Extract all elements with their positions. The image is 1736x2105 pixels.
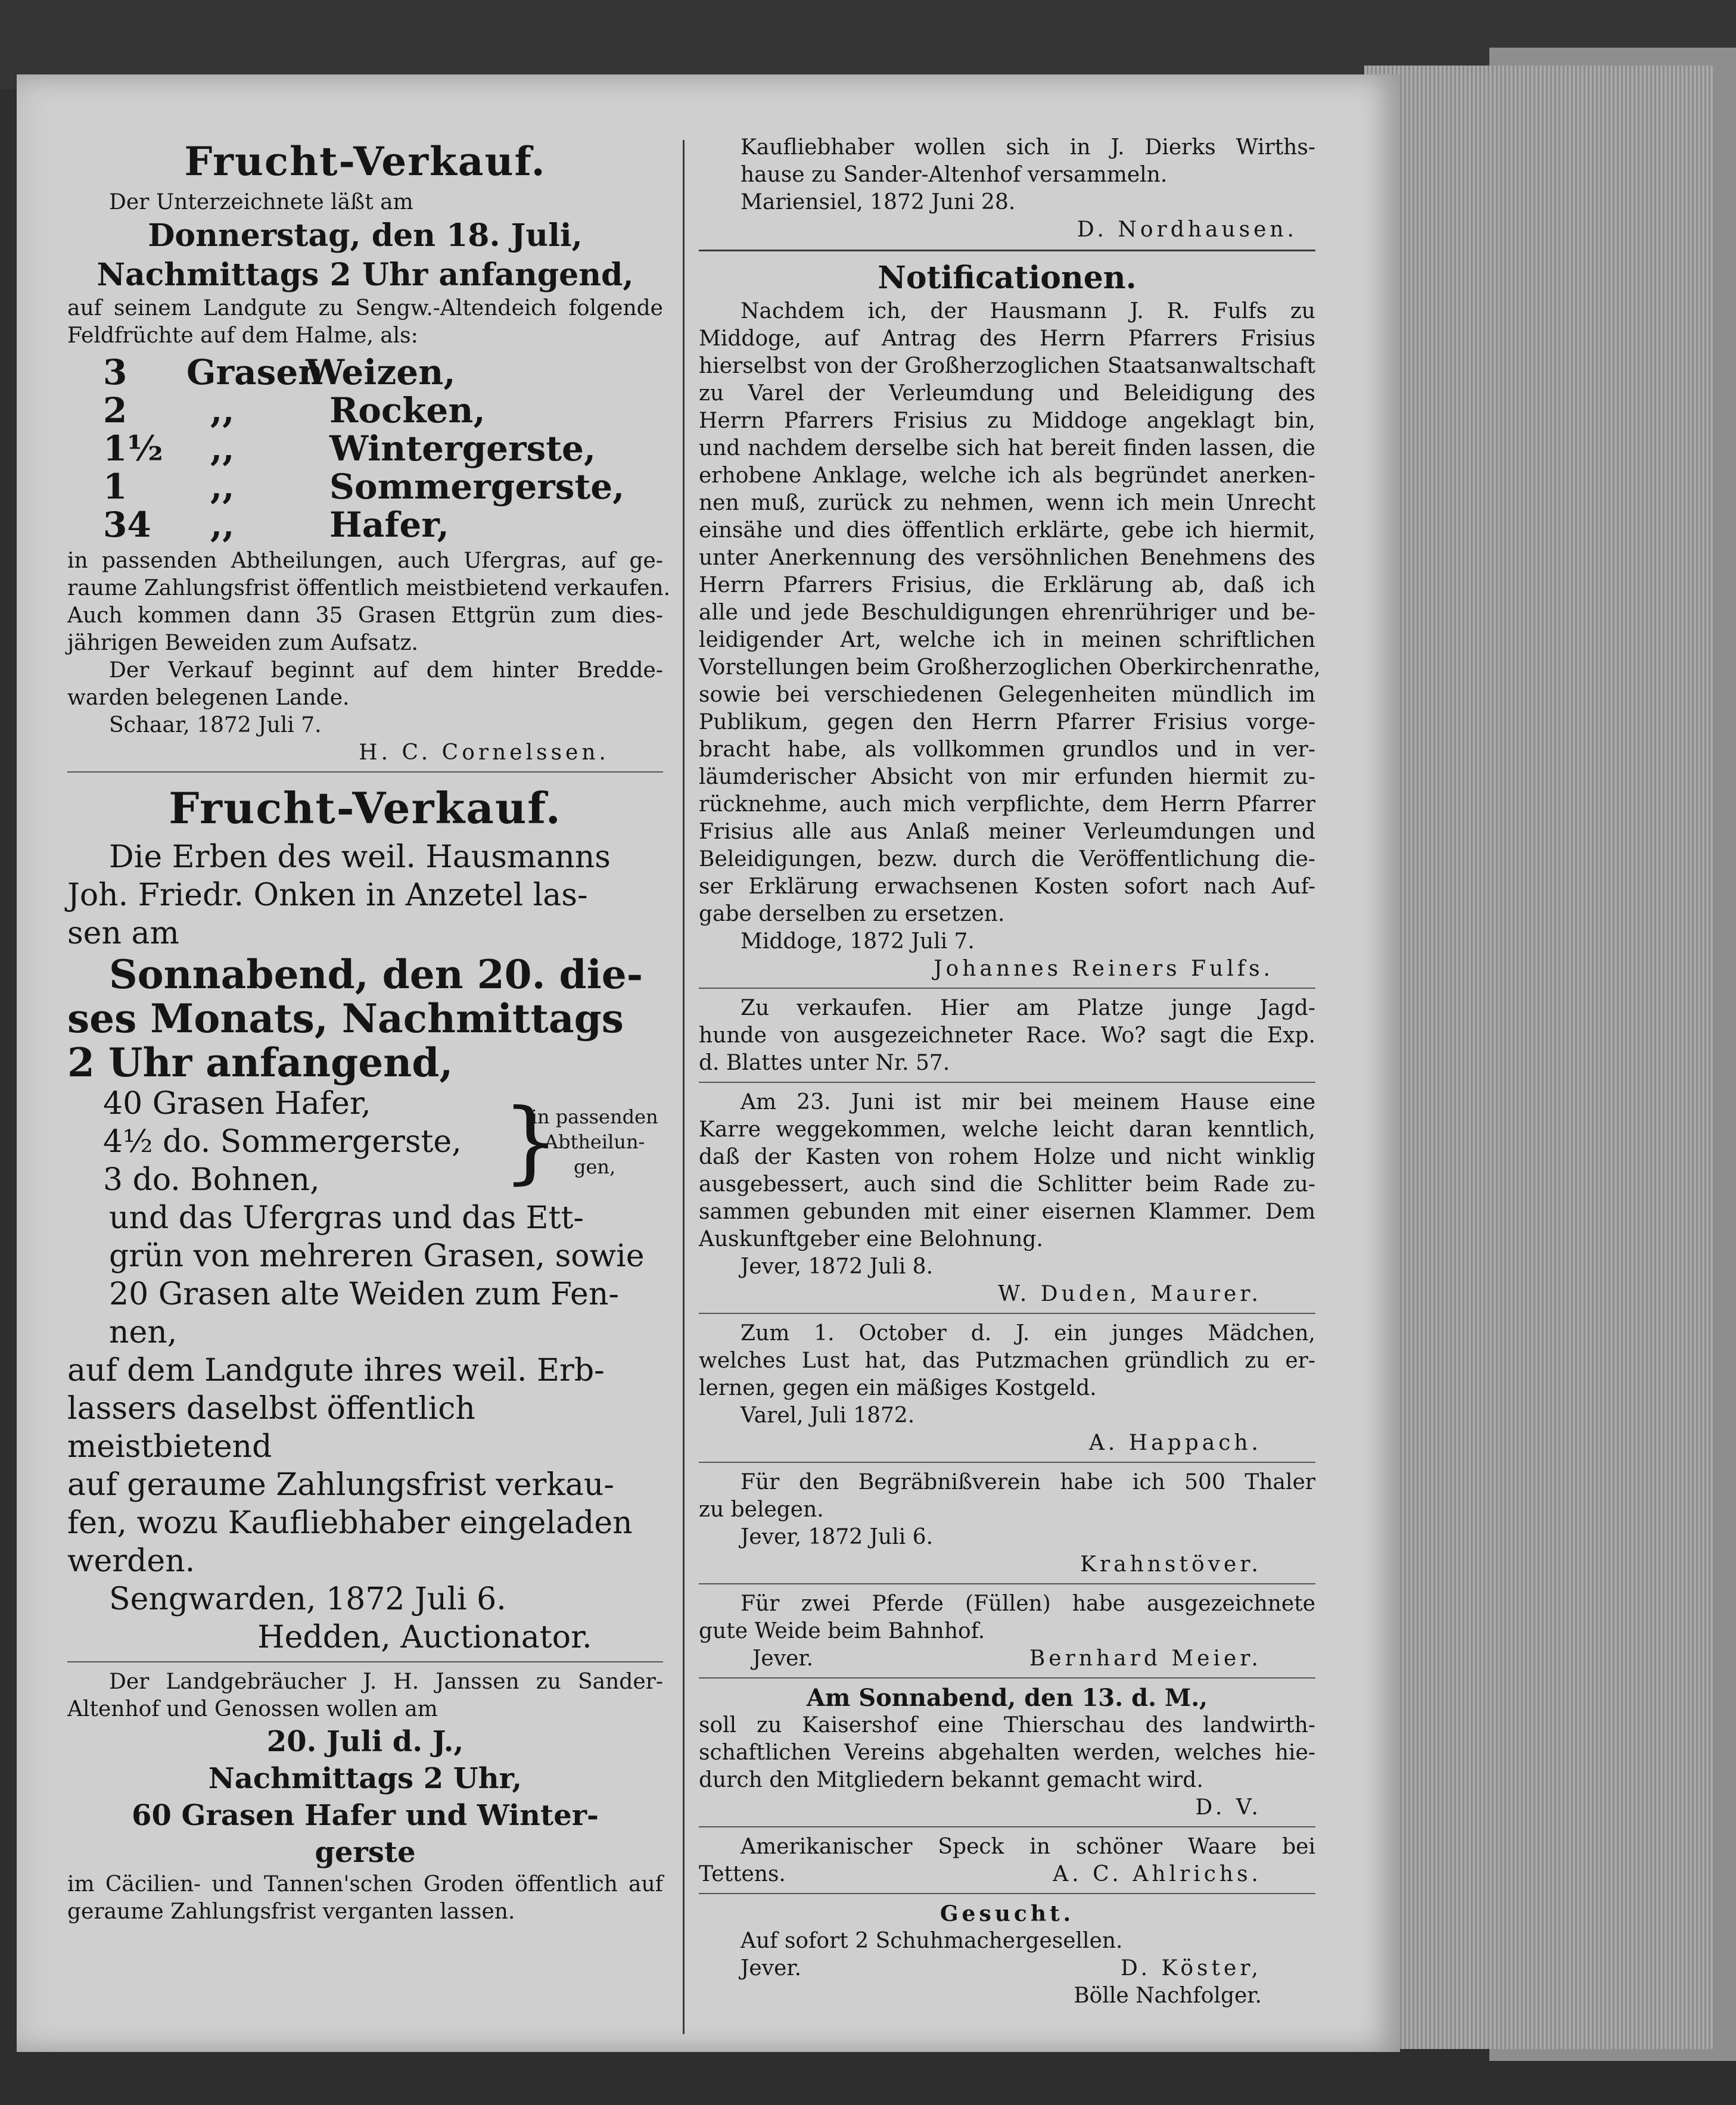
crop-unit: ,, xyxy=(210,428,235,469)
ad-text-line: Der Unterzeichnete läßt am xyxy=(109,190,413,214)
ad-text-line: Karre weggekommen, welche leicht daran kenntlich, xyxy=(699,1117,1315,1142)
left-column xyxy=(67,134,671,1926)
ad-text-line: in passenden Abtheilungen, auch Ufergras, auf ge- xyxy=(67,549,663,573)
ad-title: Frucht-Verkauf. xyxy=(169,783,562,833)
ad-text-line: Vorstellungen beim Großherzoglichen Oberkirchenrathe, xyxy=(699,655,1321,680)
ad-text-line: Am 23. Juni ist mir bei meinem Hause eine xyxy=(741,1090,1315,1114)
ad-text-line: Feldfrüchte auf dem Halme, als: xyxy=(67,323,418,348)
crop-row xyxy=(103,506,663,544)
ad-place-date: Varel, Juli 1872. xyxy=(741,1403,915,1428)
ad-signature: Hedden, Auctionator. xyxy=(257,1620,592,1655)
ad-text-line: geraume Zahlungsfrist verganten lassen. xyxy=(67,1900,515,1924)
ad-date: Sonnabend, den 20. die- xyxy=(109,951,643,998)
ad-text-line: läumderischer Absicht von mir erfunden hiermit zu- xyxy=(699,765,1315,789)
notification-section xyxy=(699,259,1321,983)
ad-title: Frucht-Verkauf. xyxy=(184,138,546,185)
ad-signature-line: Bölle Nachfolger. xyxy=(1074,1983,1262,2008)
crop-list xyxy=(67,353,663,544)
column-divider xyxy=(683,140,685,2034)
ad-separator xyxy=(67,1661,663,1662)
brace-glyph: } xyxy=(502,1090,559,1194)
ad-burial-fund xyxy=(699,1469,1315,1578)
ad-place-date: Jever. xyxy=(752,1646,814,1671)
ad-bacon xyxy=(699,1833,1315,1888)
ad-sign-row xyxy=(699,1645,1315,1673)
right-column xyxy=(699,134,1321,2010)
ad-text-line: zu Varel der Verleumdung und Beleidigung des xyxy=(699,381,1315,406)
ad-text-line: erhobene Anklage, welche ich als begründet anerken- xyxy=(699,463,1315,488)
ad-date: 2 Uhr anfangend, xyxy=(67,1039,453,1086)
ad-signature: W. Duden, Maurer. xyxy=(998,1282,1262,1306)
ad-text-line: im Cäcilien- und Tannen'schen Groden öffentlich auf xyxy=(67,1872,663,1897)
ad-place-date: Jever, 1872 Juli 6. xyxy=(741,1525,934,1549)
ad-hunting-dogs xyxy=(699,995,1315,1077)
ad-text-line: gute Weide beim Bahnhof. xyxy=(699,1619,985,1643)
ad-headline: Am Sonnabend, den 13. d. M., xyxy=(806,1684,1208,1712)
crop-unit: ,, xyxy=(210,390,235,431)
ad-text-line: Zum 1. October d. J. ein junges Mädchen, xyxy=(741,1321,1315,1346)
ad-place-date: Mariensiel, 1872 Juni 28. xyxy=(741,190,1016,214)
section-rule xyxy=(699,250,1315,251)
ad-headline: Gesucht. xyxy=(939,1901,1075,1926)
ad-text-line: und das Ufergras und das Ett- xyxy=(109,1200,584,1236)
ad-text-line: auf seinem Landgute zu Sengw.-Altendeich folgende xyxy=(67,296,663,320)
ad-text-line: sen am xyxy=(67,916,179,951)
ad-text-line: leidigender Art, welche ich in meinen schriftlichen xyxy=(699,628,1315,652)
ad-separator xyxy=(699,1313,1315,1314)
crop-name: Rocken, xyxy=(329,390,486,431)
ad-text-line: Auf sofort 2 Schuhmachergesellen. xyxy=(741,1929,1123,1953)
ad-text-line: welches Lust hat, das Putzmachen gründlich zu er- xyxy=(699,1349,1315,1373)
ad-text-line: warden belegenen Lande. xyxy=(67,686,350,710)
ad-apprentice xyxy=(699,1320,1315,1457)
ad-sign-row xyxy=(699,1861,1315,1888)
ad-text-line: hause zu Sander-Altenhof versammeln. xyxy=(741,163,1168,187)
crop-name: Hafer, xyxy=(329,505,449,545)
ad-text-line: durch den Mitgliedern bekannt gemacht wird. xyxy=(699,1768,1203,1792)
ad-text-line: sowie bei verschiedenen Gelegenheiten mündlich im xyxy=(699,683,1315,707)
ad-text-line: 20 Grasen alte Weiden zum Fen- xyxy=(109,1276,619,1312)
ad-signature: D. Nordhausen. xyxy=(1077,217,1298,242)
ad-text-line: hunde von ausgezeichneter Race. Wo? sagt die Exp. xyxy=(699,1023,1315,1048)
crop-name: Wintergerste, xyxy=(329,428,596,469)
newspaper-page xyxy=(17,74,1400,2052)
ad-text-line: Altenhof und Genossen wollen am xyxy=(67,1697,438,1721)
ad-text-line: Auskunftgeber eine Belohnung. xyxy=(699,1227,1043,1251)
ad-wanted xyxy=(699,1900,1315,2010)
ad-fruit-sale-1 xyxy=(67,134,671,767)
ad-text-line: Middoge, auf Antrag des Herrn Pfarrers Frisius xyxy=(699,326,1315,351)
list-item: 40 Grasen Hafer, xyxy=(103,1086,371,1122)
ad-fruit-sale-2 xyxy=(67,779,663,1656)
ad-animal-show xyxy=(699,1684,1315,1821)
ad-place-date: Middoge, 1872 Juli 7. xyxy=(741,929,975,954)
ad-text-line: grün von mehreren Grasen, sowie xyxy=(109,1238,645,1274)
crop-row xyxy=(103,391,663,429)
ad-text-line: Der Landgebräucher J. H. Janssen zu Sander- xyxy=(109,1670,663,1694)
crop-quantity: 1½ xyxy=(103,428,163,469)
ad-text-line: werden. xyxy=(67,1543,195,1579)
ad-text-line: jährigen Beweiden zum Aufsatz. xyxy=(67,631,418,655)
ad-text-line: Für zwei Pferde (Füllen) habe ausgezeichnete xyxy=(741,1592,1315,1616)
crop-unit: ,, xyxy=(210,505,235,545)
ad-text-line: ser Erklärung erwachsenen Kosten sofort nach Auf- xyxy=(699,874,1315,899)
ad-text-line: lernen, gegen ein mäßiges Kostgeld. xyxy=(699,1376,1097,1400)
ad-signature: D. V. xyxy=(1195,1795,1262,1820)
crop-quantity: 1 xyxy=(103,466,127,507)
ad-text-line: fen, wozu Kaufliebhaber eingeladen xyxy=(67,1505,633,1541)
ad-text-line: Auch kommen dann 35 Grasen Ettgrün zum dies- xyxy=(67,603,663,628)
crop-unit: Grasen xyxy=(186,352,323,393)
ad-signature: Johannes Reiners Fulfs. xyxy=(934,957,1274,981)
ad-date: ses Monats, Nachmittags xyxy=(67,995,624,1042)
ad-text-line: Nachdem ich, der Hausmann J. R. Fulfs zu xyxy=(741,299,1315,323)
ad-text-line: daß der Kasten von rohem Holze und nicht winklig xyxy=(699,1145,1315,1169)
ad-text-line: unter Anerkennung des versöhnlichen Benehmens des xyxy=(699,546,1315,570)
item-list xyxy=(103,1085,502,1199)
crop-name: Weizen, xyxy=(306,352,456,393)
ad-text-line: soll zu Kaisershof eine Thierschau des landwirth- xyxy=(699,1713,1315,1737)
ad-text-line: rücknehme, auch mich verpflichte, dem Herrn Pfarrer xyxy=(699,792,1315,817)
list-item: 3 do. Bohnen, xyxy=(103,1162,320,1198)
ad-place-date: Jever. xyxy=(741,1956,802,1981)
list-item: 4½ do. Sommergerste, xyxy=(103,1124,462,1160)
ad-text-line: Herrn Pfarrers Frisius, die Erklärung ab, daß ich xyxy=(699,573,1315,597)
crop-row xyxy=(103,429,663,468)
ad-signature: D. Köster, xyxy=(1120,1956,1262,1981)
ad-time: Nachmittags 2 Uhr, xyxy=(208,1762,522,1795)
ad-text-line: nen, xyxy=(109,1315,178,1350)
ad-separator xyxy=(699,1893,1315,1894)
ad-text-line: Amerikanischer Speck in schöner Waare bei xyxy=(741,1835,1315,1859)
ad-separator xyxy=(699,1677,1315,1679)
ad-text-line: hierselbst von der Großherzoglichen Staatsanwaltschaft xyxy=(699,354,1315,378)
ad-text-line: alle und jede Beschuldigungen ehrenrühriger und be- xyxy=(699,600,1315,625)
ad-place-date: Jever, 1872 Juli 8. xyxy=(741,1254,934,1279)
ad-signature: Bernhard Meier. xyxy=(1029,1646,1262,1671)
crop-quantity: 34 xyxy=(103,505,151,545)
ad-text-line: sammen gebunden mit einer eisernen Klammer. Dem xyxy=(699,1200,1315,1224)
ad-text-line: gabe derselben zu ersetzen. xyxy=(699,902,1005,926)
ad-date: 20. Juli d. J., xyxy=(266,1725,464,1758)
ad-text-line: bracht habe, als vollkommen grundlos und in ver- xyxy=(699,737,1315,762)
crop-name: Sommergerste, xyxy=(329,466,625,507)
ad-land-auction xyxy=(67,1668,663,1926)
ad-text-line: Kaufliebhaber wollen sich in J. Dierks Wirths- xyxy=(741,135,1315,160)
ad-text-line: Frisius alle aus Anlaß meiner Verleumdungen und xyxy=(699,820,1315,844)
ad-offer: 60 Grasen Hafer und Winter- xyxy=(132,1799,599,1832)
ad-text-line: schaftlichen Vereins abgehalten werden, welches hie- xyxy=(699,1740,1315,1765)
ad-place-date: Sengwarden, 1872 Juli 6. xyxy=(109,1581,506,1617)
ad-separator xyxy=(699,1082,1315,1083)
ad-time: Nachmittags 2 Uhr anfangend, xyxy=(97,257,634,293)
ad-text-line: und nachdem derselbe sich hat bereit finden lassen, die xyxy=(699,436,1315,460)
ad-text-line: Zu verkaufen. Hier am Platze junge Jagd- xyxy=(741,996,1315,1020)
ad-text-line: d. Blattes unter Nr. 57. xyxy=(699,1051,950,1075)
crop-quantity: 2 xyxy=(103,390,127,431)
ad-separator xyxy=(67,771,663,773)
item-brace-group xyxy=(67,1085,663,1199)
ad-text-line: Herrn Pfarrers Frisius zu Middoge angeklagt bin, xyxy=(699,409,1315,433)
ad-text-line: auf dem Landgute ihres weil. Erb- xyxy=(67,1353,605,1388)
ad-place-date: Schaar, 1872 Juli 7. xyxy=(109,713,322,737)
ad-text-line: Der Verkauf beginnt auf dem hinter Bredde- xyxy=(109,658,663,683)
crop-quantity: 3 xyxy=(103,352,127,393)
ad-text-line: ausgebessert, auch sind die Schlitter beim Rade zu- xyxy=(699,1172,1315,1197)
crop-row xyxy=(103,353,663,391)
crop-unit: ,, xyxy=(210,466,235,507)
ad-text-line: Die Erben des weil. Hausmanns xyxy=(109,839,611,875)
ad-horse-pasture xyxy=(699,1590,1315,1673)
ad-text-line: Joh. Friedr. Onken in Anzetel las- xyxy=(67,877,588,913)
ad-text-line: Publikum, gegen den Herrn Pfarrer Frisius vorge- xyxy=(699,710,1315,734)
ad-separator xyxy=(699,1826,1315,1827)
ad-text-line: lassers daselbst öffentlich meistbietend xyxy=(67,1391,475,1465)
ad-text-line: raume Zahlungsfrist öffentlich meistbietend verkaufen. xyxy=(67,576,671,600)
section-title: Notificationen. xyxy=(878,260,1137,296)
ad-text-line: zu belegen. xyxy=(699,1497,824,1522)
ad-place-date: Tettens. xyxy=(699,1862,786,1886)
ad-text-line: Beleidigungen, bezw. durch die Veröffentlichung die- xyxy=(699,847,1315,871)
ad-separator xyxy=(699,988,1315,989)
brace-note: in passenden Abtheilun-gen, xyxy=(531,1106,658,1178)
ad-sign-row xyxy=(699,1955,1315,1982)
ad-separator xyxy=(699,1583,1315,1584)
ad-signature: Krahnstöver. xyxy=(1080,1552,1262,1577)
book-page-edges xyxy=(1364,66,1713,2049)
ad-lost-cart xyxy=(699,1089,1315,1308)
crop-row xyxy=(103,468,663,506)
ad-text-line: auf geraume Zahlungsfrist verkau- xyxy=(67,1467,614,1503)
ad-offer: gerste xyxy=(315,1836,416,1869)
ad-land-auction-continued xyxy=(699,134,1315,244)
ad-separator xyxy=(699,1462,1315,1463)
ad-text-line: einsähe und dies öffentlich erklärte, gebe ich hiermit, xyxy=(699,518,1315,543)
ad-text-line: Für den Begräbnißverein habe ich 500 Thaler xyxy=(741,1470,1315,1494)
ad-text-line: nen muß, zurück zu nehmen, wenn ich mein Unrecht xyxy=(699,491,1315,515)
ad-date: Donnerstag, den 18. Juli, xyxy=(148,217,583,254)
ad-signature: H. C. Cornelssen. xyxy=(359,740,609,765)
ad-signature: A. C. Ahlrichs. xyxy=(1053,1862,1262,1886)
ad-signature: A. Happach. xyxy=(1088,1431,1262,1455)
